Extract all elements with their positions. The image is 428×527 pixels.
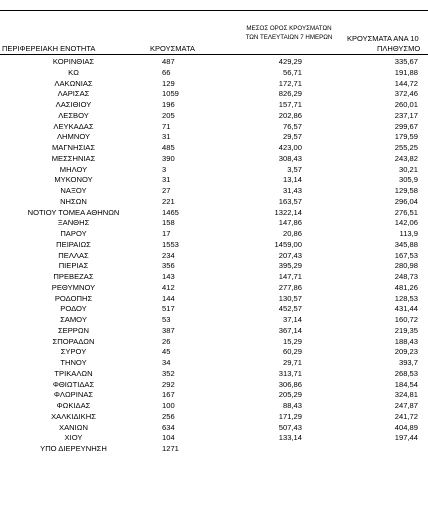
cases-cell: 390 [162,153,175,163]
cases-cell: 167 [162,390,175,400]
region-name-cell: ΡΕΘΥΜΝΟΥ [51,282,96,292]
cases-per-population-cell: 335,67 [394,57,418,66]
seven-day-average-cell: 826,29 [278,89,302,99]
top-border-line [0,10,428,11]
table-row [0,154,428,165]
region-name-cell: ΜΥΚΟΝΟΥ [54,175,93,185]
cases-per-population-cell: 243,82 [394,153,418,163]
table-row [0,315,428,326]
cases-per-population-cell: 197,44 [394,433,418,443]
cases-cell: 17 [162,229,171,238]
table-row [0,111,428,122]
region-name-cell: ΣΠΟΡΑΔΩΝ [52,336,95,346]
region-name-cell: ΛΗΜΝΟΥ [56,132,91,142]
seven-day-average-cell: 423,00 [278,143,302,152]
cases-per-population-cell: 255,25 [394,143,418,152]
seven-day-average-cell: 367,14 [278,325,302,335]
header-per-line1: ΚΡΟΥΣΜΑΤΑ ΑΝΑ 10 [347,34,419,43]
cases-cell: 356 [162,261,175,271]
cases-per-population-cell: 191,88 [394,67,418,77]
cases-cell: 1271 [162,444,179,453]
cases-cell: 104 [162,433,175,443]
seven-day-average-cell: 29,71 [282,358,302,367]
cases-cell: 66 [162,67,171,77]
seven-day-average-cell: 3,57 [287,164,302,174]
seven-day-average-cell: 29,57 [282,132,302,142]
region-name-cell: ΛΕΣΒΟΥ [58,110,89,120]
region-name-cell: ΛΑΡΙΣΑΣ [57,89,90,99]
table-row [0,347,428,358]
cases-cell: 634 [162,422,175,432]
header-avg-line2: ΤΩΝ ΤΕΛΕΥΤΑΙΩΝ 7 ΗΜΕΡΩΝ [245,33,333,41]
cases-cell: 1059 [162,89,179,99]
table-row [0,294,428,305]
table-row [0,380,428,391]
table-row [0,208,428,219]
table-row [0,132,428,143]
cases-per-population-cell: 209,23 [394,347,418,357]
seven-day-average-cell: 37,14 [282,315,302,324]
cases-cell: 517 [162,304,175,314]
table-row [0,337,428,348]
cases-cell: 53 [162,315,171,324]
cases-per-population-cell: 129,58 [394,186,418,195]
cases-per-population-cell: 179,59 [394,132,418,142]
cases-cell: 234 [162,250,175,260]
seven-day-average-cell: 172,71 [278,78,302,88]
cases-cell: 129 [162,78,175,88]
cases-per-population-cell: 372,46 [394,89,418,99]
region-name-cell: ΜΑΓΝΗΣΙΑΣ [51,143,96,152]
cases-per-population-cell: 280,98 [394,261,418,271]
table-row [0,68,428,79]
region-name-cell: ΤΗΝΟΥ [60,358,87,367]
region-name-cell: ΤΡΙΚΑΛΩΝ [54,368,93,378]
region-name-cell: ΝΑΞΟΥ [60,186,87,195]
seven-day-average-cell: 207,43 [278,250,302,260]
cases-cell: 221 [162,196,175,206]
header-region: ΠΕΡΙΦΕΡΕΙΑΚΗ ΕΝΟΤΗΤΑ [2,44,96,53]
table-row [0,165,428,176]
region-name-cell: ΜΕΣΣΗΝΙΑΣ [51,153,96,163]
cases-per-population-cell: 144,72 [394,78,418,88]
table-row [0,304,428,315]
cases-per-population-cell: 305,9 [398,175,418,185]
cases-per-population-cell: 237,17 [394,110,418,120]
cases-per-population-cell: 481,26 [394,282,418,292]
cases-cell: 1553 [162,239,179,249]
seven-day-average-cell: 133,14 [278,433,302,443]
cases-per-population-cell: 393,7 [398,358,418,367]
seven-day-average-cell: 20,86 [282,229,302,238]
header-per-line2: ΠΛΗΘΥΣΜΟ [377,43,421,53]
seven-day-average-cell: 130,57 [278,293,302,303]
cases-per-population-cell: 142,06 [394,218,418,228]
table-row [0,186,428,197]
region-name-cell: ΝΗΣΩΝ [60,196,87,206]
cases-cell: 412 [162,282,175,292]
region-name-cell: ΛΑΚΩΝΙΑΣ [54,78,93,88]
cases-per-population-cell: 248,73 [394,272,418,281]
region-name-cell: ΛΕΥΚΑΔΑΣ [53,121,94,131]
table-row [0,79,428,90]
region-name-cell: ΞΑΝΘΗΣ [57,218,90,228]
seven-day-average-cell: 313,71 [278,368,302,378]
cases-cell: 143 [162,272,175,281]
seven-day-average-cell: 306,86 [278,379,302,389]
cases-per-population-cell: 128,53 [394,293,418,303]
region-name-cell: ΣΥΡΟΥ [60,347,87,357]
seven-day-average-cell: 429,29 [278,57,302,66]
region-name-cell: ΦΩΚΙΔΑΣ [56,401,91,410]
seven-day-average-cell: 31,43 [282,186,302,195]
seven-day-average-cell: 88,43 [282,401,302,410]
seven-day-average-cell: 507,43 [278,422,302,432]
table-row [0,401,428,412]
table-row [0,390,428,401]
header-cases-per-population [347,34,428,53]
header-cases: ΚΡΟΥΣΜΑΤΑ [150,44,195,53]
region-name-cell: ΛΑΣΙΘΙΟΥ [55,100,92,109]
cases-per-population-cell: 219,35 [394,325,418,335]
cases-cell: 71 [162,121,171,131]
region-name-cell: ΣΕΡΡΩΝ [57,325,90,335]
seven-day-average-cell: 157,71 [278,100,302,109]
region-name-cell: ΠΡΕΒΕΖΑΣ [53,272,94,281]
table-row [0,358,428,369]
cases-cell: 387 [162,325,175,335]
cases-cell: 487 [162,57,175,66]
table-row [0,283,428,294]
table-row [0,218,428,229]
cases-per-population-cell: 113,9 [399,229,418,238]
cases-cell: 26 [162,336,171,346]
seven-day-average-cell: 202,86 [278,110,302,120]
cases-cell: 100 [162,401,175,410]
seven-day-average-cell: 147,71 [278,272,302,281]
table-row [0,122,428,133]
cases-per-population-cell: 276,51 [394,207,418,217]
table-row [0,143,428,154]
cases-per-population-cell: 184,54 [394,379,418,389]
cases-per-population-cell: 30,21 [398,164,418,174]
seven-day-average-cell: 60,29 [282,347,302,357]
table-row [0,433,428,444]
region-name-cell: ΥΠΟ ΔΙΕΡΕΥΝΗΣΗ [40,444,107,453]
cases-cell: 3 [162,164,167,174]
cases-cell: 144 [162,293,175,303]
table-row [0,272,428,283]
region-name-cell: ΚΟΡΙΝΘΙΑΣ [52,57,95,66]
cases-per-population-cell: 167,53 [394,250,418,260]
cases-cell: 158 [162,218,175,228]
cases-per-population-cell: 247,87 [394,401,418,410]
cases-cell: 256 [162,411,175,421]
table-row [0,100,428,111]
cases-cell: 27 [162,186,171,195]
region-name-cell: ΡΟΔΟΠΗΣ [54,293,93,303]
cases-cell: 34 [162,358,171,367]
cases-per-population-cell: 324,81 [394,390,418,400]
cases-per-population-cell: 188,43 [394,336,418,346]
seven-day-average-cell: 171,29 [278,411,302,421]
cases-cell: 1465 [162,207,179,217]
cases-cell: 31 [162,175,171,185]
region-name-cell: ΠΕΛΛΑΣ [58,250,89,260]
cases-cell: 485 [162,143,175,152]
cases-cell: 196 [162,100,175,109]
table-row [0,423,428,434]
cases-cell: 352 [162,368,175,378]
region-name-cell: ΣΑΜΟΥ [60,315,87,324]
cases-per-population-cell: 241,72 [394,411,418,421]
seven-day-average-cell: 452,57 [278,304,302,314]
cases-per-population-cell: 299,67 [394,121,418,131]
seven-day-average-cell: 147,86 [278,218,302,228]
cases-cell: 292 [162,379,175,389]
region-name-cell: ΡΟΔΟΥ [60,304,87,314]
region-name-cell: ΚΩ [68,67,79,77]
table-row [0,57,428,68]
table-row [0,89,428,100]
header-seven-day-average [230,25,348,42]
cases-per-population-cell: 431,44 [394,304,418,314]
table-row [0,369,428,380]
cases-per-population-cell: 268,53 [394,368,418,378]
table-row [0,175,428,186]
region-name-cell: ΦΘΙΩΤΙΔΑΣ [52,379,95,389]
cases-per-population-cell: 260,01 [394,100,418,109]
seven-day-average-cell: 277,86 [278,282,302,292]
table-row [0,197,428,208]
header-underline [0,54,428,55]
seven-day-average-cell: 56,71 [282,67,302,77]
cases-per-population-cell: 296,04 [394,196,418,206]
header-avg-line1: ΜΕΣΟΣ ΟΡΟΣ ΚΡΟΥΣΜΑΤΩΝ [246,25,332,32]
table-row [0,229,428,240]
region-name-cell: ΧΙΟΥ [64,433,83,443]
region-name-cell: ΦΛΩΡΙΝΑΣ [53,390,94,400]
cases-cell: 45 [162,347,171,357]
seven-day-average-cell: 308,43 [278,153,302,163]
region-name-cell: ΧΑΝΙΩΝ [59,422,88,432]
cases-per-population-cell: 160,72 [394,315,418,324]
seven-day-average-cell: 15,29 [282,336,302,346]
region-name-cell: ΧΑΛΚΙΔΙΚΗΣ [51,411,96,421]
region-name-cell: ΝΟΤΙΟΥ ΤΟΜΕΑ ΑΘΗΝΩΝ [27,207,120,217]
cases-per-population-cell: 345,88 [394,239,418,249]
table-row [0,261,428,272]
table-row [0,326,428,337]
seven-day-average-cell: 1459,00 [274,239,302,249]
region-name-cell: ΠΕΙΡΑΙΩΣ [56,239,91,249]
table-row [0,412,428,423]
table-row [0,444,428,455]
seven-day-average-cell: 1322,14 [274,207,302,217]
region-name-cell: ΠΙΕΡΙΑΣ [58,261,89,271]
table-row [0,251,428,262]
cases-cell: 31 [162,132,171,142]
cases-cell: 205 [162,110,175,120]
region-name-cell: ΜΗΛΟΥ [59,164,88,174]
seven-day-average-cell: 13,14 [282,175,302,185]
seven-day-average-cell: 205,29 [278,390,302,400]
seven-day-average-cell: 76,57 [282,121,302,131]
seven-day-average-cell: 395,29 [278,261,302,271]
seven-day-average-cell: 163,57 [278,196,302,206]
table-body [0,57,428,455]
table-row [0,240,428,251]
cases-per-population-cell: 404,89 [394,422,418,432]
region-name-cell: ΠΑΡΟΥ [60,229,87,238]
